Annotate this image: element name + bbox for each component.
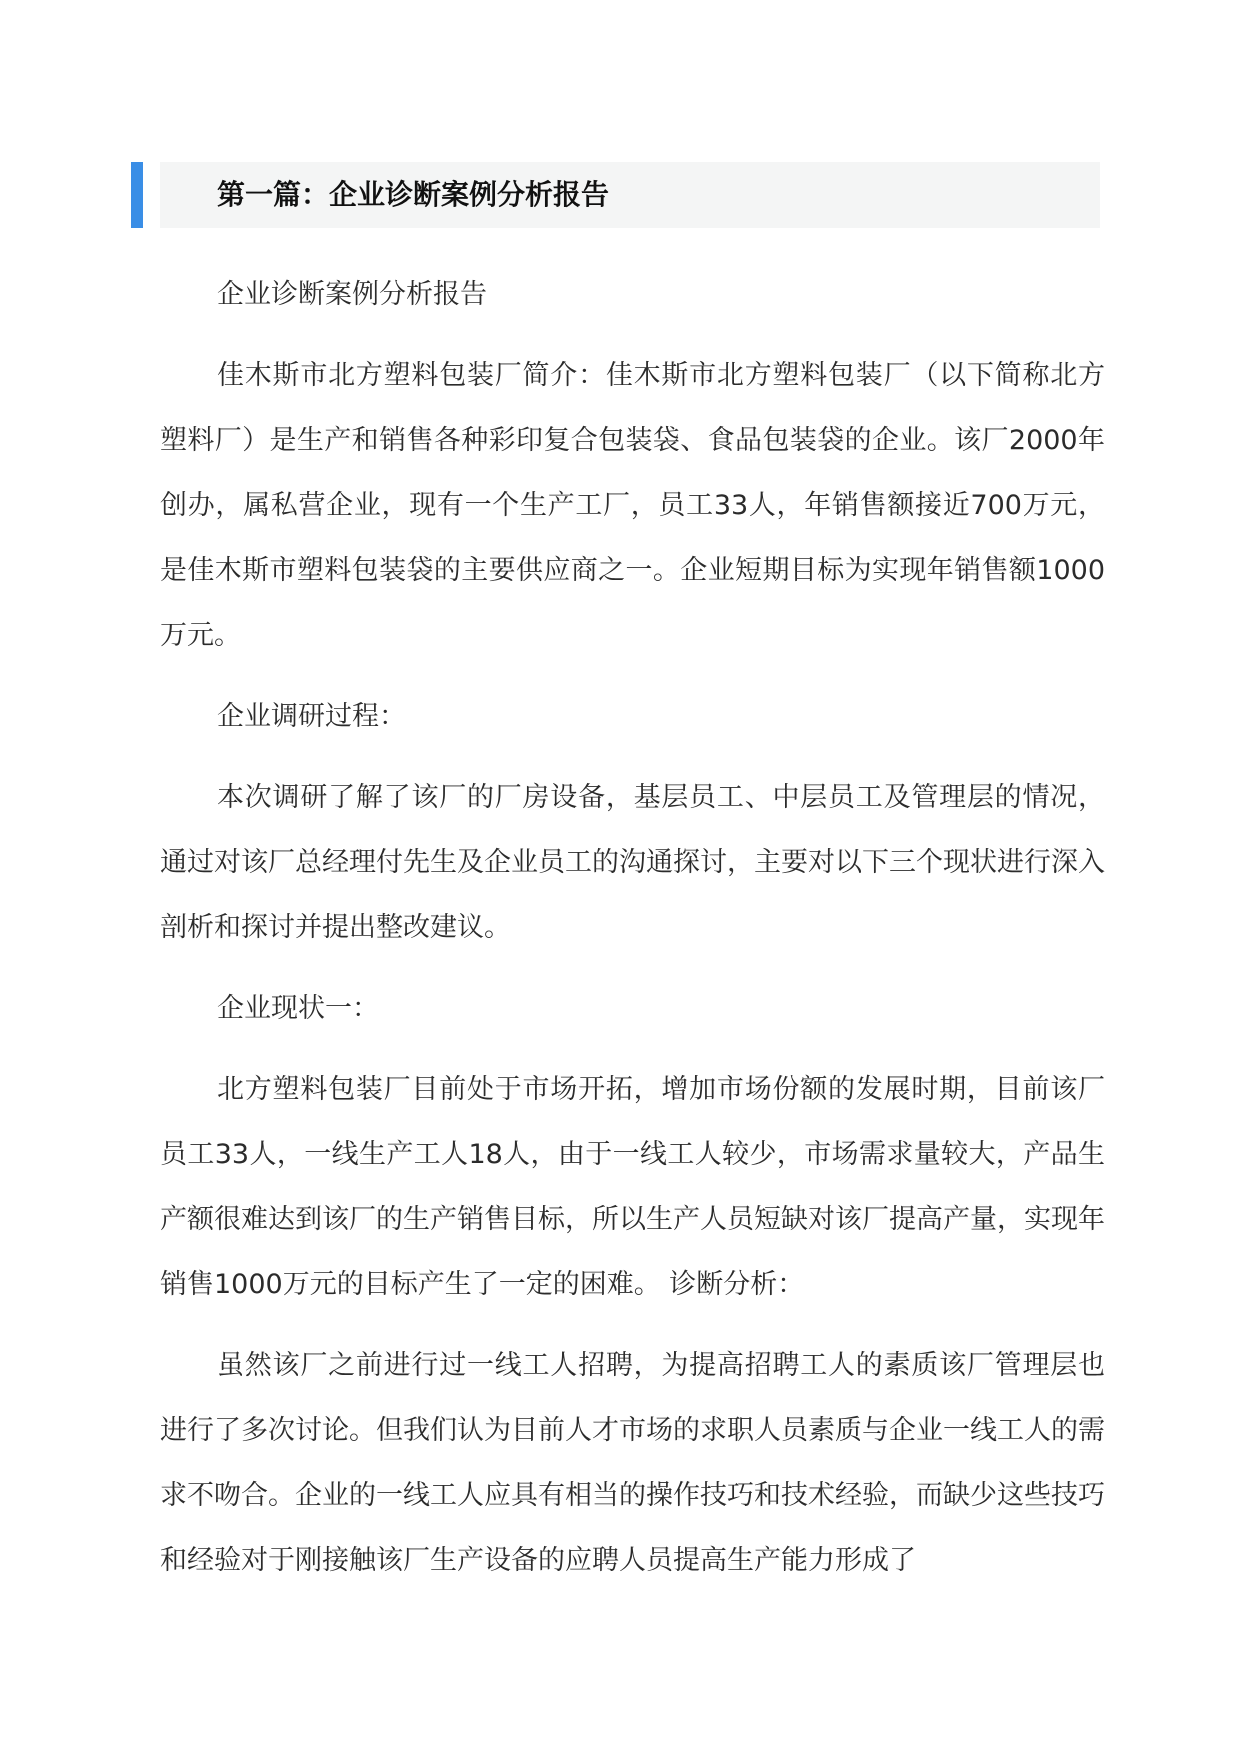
paragraph-status-heading: 企业现状一： (217, 993, 379, 1024)
paragraph-status: 北方塑料包装厂目前处于市场开拓，增加市场份额的发展时期，目前该厂员工33人，一线生产工人18人，由于一线工人较少，市场需求量较大，产品生产额很难达到该厂的生产销售目标，所以生产人员短缺对该厂提高产量，实现年销售1000万元的目标产生了一定的困难。 诊断分析： (160, 1074, 1105, 1300)
paragraph-analysis: 虽然该厂之前进行过一线工人招聘，为提高招聘工人的素质该厂管理层也进行了多次讨论。但我们认为目前人才市场的求职人员素质与企业一线工人的需求不吻合。企业的一线工人应具有相当的操作技巧和技术经验，而缺少这些技巧和经验对于刚接触该厂生产设备的应聘人员提高生产能力形成了 (160, 1350, 1105, 1576)
document-body (160, 262, 1105, 1609)
heading-accent-bar (131, 162, 143, 228)
paragraph-subtitle: 企业诊断案例分析报告 (217, 279, 487, 310)
section-heading (160, 162, 1100, 228)
section-title: 第一篇：企业诊断案例分析报告 (217, 178, 610, 211)
paragraph-intro: 佳木斯市北方塑料包装厂简介：佳木斯市北方塑料包装厂（以下简称北方塑料厂）是生产和销售各种彩印复合包装袋、食品包装袋的企业。该厂2000年创办，属私营企业，现有一个生产工厂，员工33人，年销售额接近700万元，是佳木斯市塑料包装袋的主要供应商之一。企业短期目标为实现年销售额1000万元。 (160, 360, 1105, 651)
paragraph-research-heading: 企业调研过程： (217, 701, 406, 732)
paragraph-research: 本次调研了解了该厂的厂房设备，基层员工、中层员工及管理层的情况，通过对该厂总经理付先生及企业员工的沟通探讨，主要对以下三个现状进行深入剖析和探讨并提出整改建议。 (160, 782, 1105, 943)
